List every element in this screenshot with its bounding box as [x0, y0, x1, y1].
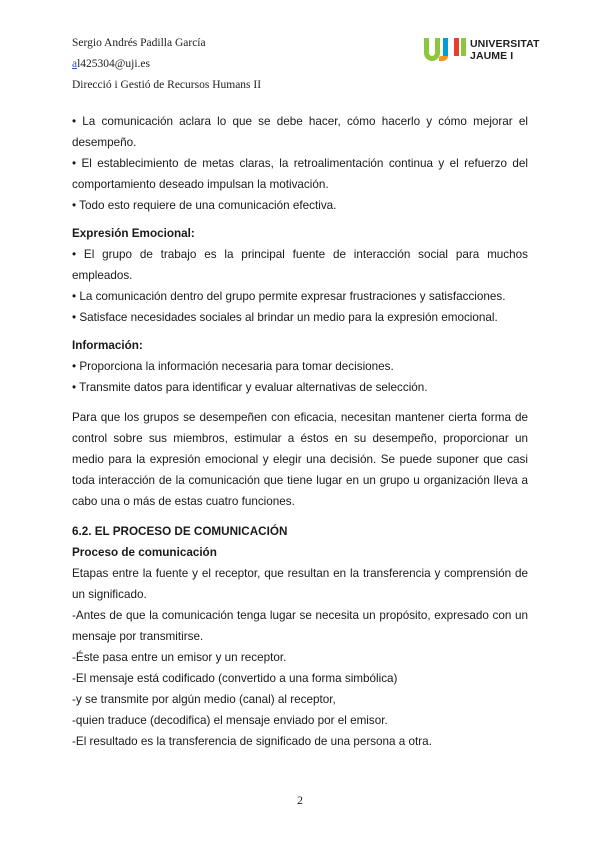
page-number: 2 [297, 793, 303, 807]
logo-text [470, 38, 540, 62]
logo-line-2: JAUME I [470, 50, 514, 62]
section-title-informacion: Información: [72, 339, 143, 352]
logo-j-stem [443, 38, 448, 56]
bullet: • La comunicación dentro del grupo permite expresar frustraciones y satisfacciones. [72, 290, 506, 303]
email-first-char[interactable]: a [72, 58, 78, 70]
course-name: Direcció i Gestió de Recursos Humans II [72, 79, 262, 91]
email-rest[interactable]: l425304@uji.es [77, 58, 150, 70]
bullet: • Transmite datos para identificar y evaluar alternativas de selección. [72, 381, 428, 394]
author-name: Sergio Andrés Padilla García [72, 37, 206, 49]
logo-u-mark [424, 38, 440, 61]
summary-paragraph: Para que los grupos se desempeñen con eficacia, necesitan mantener cierta forma de control sobre sus miembros, estimular a éstos en su desempeño, proporcionar un medio para la expresión emocional y elegir una decisión. Se puede suponer que casi toda interacción de la comunicación que tiene lugar en un grupo u organización lleva a cabo una o más de estas cuatro funciones. [72, 411, 528, 508]
section-title-emocional: Expresión Emocional: [72, 227, 195, 240]
process-line: -quien traduce (decodifica) el mensaje enviado por el emisor. [72, 714, 388, 727]
bullet: • El grupo de trabajo es la principal fuente de interacción social para muchos empleados. [72, 248, 528, 282]
bullet: • Satisface necesidades sociales al brindar un medio para la expresión emocional. [72, 311, 498, 324]
process-line: Etapas entre la fuente y el receptor, que resultan en la transferencia y comprensión de un significado. [72, 567, 528, 601]
logo-j-hook [439, 56, 448, 61]
bullet: • Todo esto requiere de una comunicación efectiva. [72, 199, 337, 212]
subheading-proceso: Proceso de comunicación [72, 546, 217, 559]
uji-logo-icon [423, 37, 467, 63]
process-line: -Antes de que la comunicación tenga lugar se necesita un propósito, expresado con un mensaje por transmitirse. [72, 609, 528, 643]
author-email[interactable] [72, 54, 261, 75]
process-line: -El mensaje está codificado (convertido a una forma simbólica) [72, 672, 398, 685]
document-header [72, 33, 261, 96]
document-body [72, 111, 528, 752]
process-line: -y se transmite por algún medio (canal) al receptor, [72, 693, 336, 706]
process-line: -El resultado es la transferencia de significado de una persona a otra. [72, 735, 432, 748]
bullet: • El establecimiento de metas claras, la retroalimentación continua y el refuerzo del comportamiento deseado impulsan la motivación. [72, 157, 528, 191]
process-line: -Éste pasa entre un emisor y un receptor. [72, 651, 287, 664]
bullet: • Proporciona la información necesaria para tomar decisiones. [72, 360, 394, 373]
logo-i-bar-2 [461, 38, 466, 56]
section-heading-proceso: 6.2. EL PROCESO DE COMUNICACIÓN [72, 525, 288, 538]
logo-i-bar [454, 38, 459, 56]
bullet: • La comunicación aclara lo que se debe hacer, cómo hacerlo y cómo mejorar el desempeño. [72, 115, 528, 149]
logo-line-1: UNIVERSITAT [470, 38, 540, 50]
university-logo [423, 37, 563, 63]
